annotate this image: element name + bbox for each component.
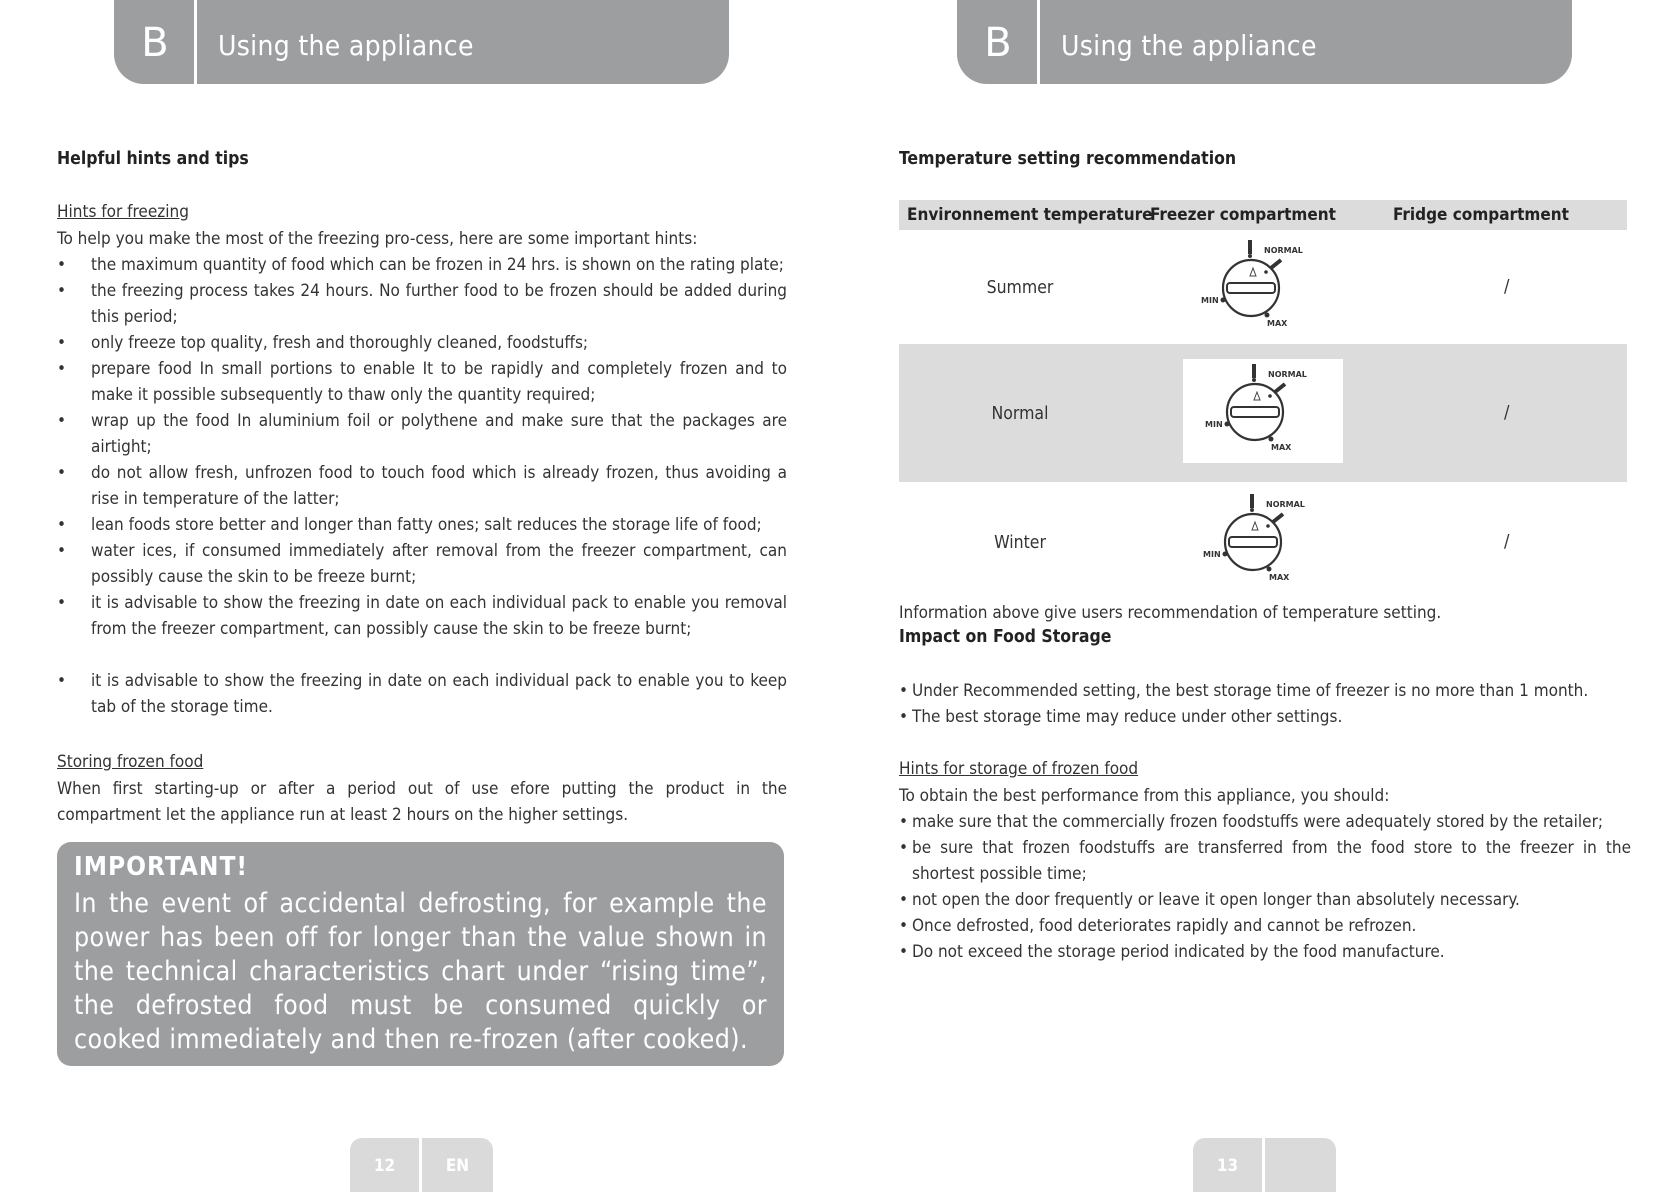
impact-list bbox=[899, 678, 1639, 730]
list-item: • wrap up the food In aluminium foil or polythene and make sure that the packages are airtight; bbox=[57, 411, 787, 457]
page-footer-right bbox=[1193, 1138, 1336, 1192]
list-item: • do not allow fresh, unfrozen food to touch food which is already frozen, thus avoiding a rise in temperature of the latter; bbox=[57, 463, 787, 509]
list-item: • be sure that frozen foodstuffs are transferred from the food store to the freezer in the shortest possible time; bbox=[899, 838, 1631, 884]
important-box bbox=[57, 842, 784, 1066]
fridge-setting: / bbox=[1504, 531, 1510, 552]
header-environment: Environnement temperature bbox=[907, 205, 1153, 225]
freezing-hints-title: Hints for freezing bbox=[57, 202, 189, 222]
table-header bbox=[899, 200, 1627, 230]
list-item: • water ices, if consumed immediately after removal from the freezer compartment, can possibly cause the skin to be freeze burnt; bbox=[57, 541, 787, 587]
list-item: • only freeze top quality, fresh and thoroughly cleaned, foodstuffs; bbox=[57, 333, 589, 353]
header-freezer: Freezer compartment bbox=[1150, 205, 1336, 225]
footer-blank-cell bbox=[1265, 1138, 1336, 1192]
section-title: Using the appliance bbox=[1061, 29, 1317, 62]
dial-label-max: MAX bbox=[1267, 319, 1288, 328]
environment-label: Summer bbox=[986, 278, 1054, 298]
list-item: • Once defrosted, food deteriorates rapidly and cannot be refrozen. bbox=[899, 916, 1417, 936]
important-title: IMPORTANT! bbox=[74, 852, 249, 882]
environment-label: Normal bbox=[991, 404, 1049, 424]
page-number: 13 bbox=[1193, 1138, 1262, 1192]
page-number: 12 bbox=[350, 1138, 419, 1192]
dial-label-normal: NORMAL bbox=[1266, 500, 1305, 509]
freezer-dial-icon bbox=[1203, 362, 1313, 460]
list-item: • the freezing process takes 24 hours. No further food to be frozen should be added during this period; bbox=[57, 281, 787, 327]
section-header-left bbox=[114, 0, 729, 84]
dial-frame bbox=[1183, 359, 1343, 463]
dial-label-normal: NORMAL bbox=[1268, 370, 1307, 379]
section-header-right bbox=[957, 0, 1572, 84]
storage-hints-list bbox=[899, 809, 1631, 965]
dial-label-max: MAX bbox=[1269, 573, 1290, 582]
list-item: • make sure that the commercially frozen foodstuffs were adequately stored by the retailer; bbox=[899, 812, 1604, 832]
dial-label-min: MIN bbox=[1201, 296, 1219, 305]
table-row bbox=[899, 230, 1627, 344]
page-footer-left bbox=[350, 1138, 493, 1192]
page-heading: Helpful hints and tips bbox=[57, 149, 249, 169]
section-letter: B bbox=[984, 20, 1012, 66]
list-item: • The best storage time may reduce under other settings. bbox=[899, 707, 1343, 727]
dial-label-max: MAX bbox=[1271, 443, 1292, 452]
storing-frozen-food-title: Storing frozen food bbox=[57, 752, 204, 772]
storing-frozen-food-text: When first starting-up or after a period out of use efore putting the product in the compartment let the appliance run at least 2 hours on the higher settings. bbox=[57, 779, 787, 825]
language-code: EN bbox=[422, 1138, 493, 1192]
impact-title: Impact on Food Storage bbox=[899, 627, 1112, 647]
recommendation-info: Information above give users recommendation of temperature setting. bbox=[899, 603, 1442, 623]
header-fridge: Fridge compartment bbox=[1393, 205, 1569, 225]
list-item: • lean foods store better and longer than fatty ones; salt reduces the storage life of food; bbox=[57, 515, 762, 535]
freezing-hints-list bbox=[57, 252, 787, 720]
list-item: • prepare food In small portions to enable It to be rapidly and completely frozen and to make it possible subsequently to thaw only the quantity required; bbox=[57, 359, 787, 405]
storage-hints-intro: To obtain the best performance from this appliance, you should: bbox=[899, 786, 1390, 806]
list-item: • the maximum quantity of food which can be frozen in 24 hrs. is shown on the rating plate; bbox=[57, 255, 784, 275]
environment-label: Winter bbox=[994, 533, 1046, 553]
dial-label-min: MIN bbox=[1203, 550, 1221, 559]
section-letter: B bbox=[141, 20, 169, 66]
list-item: • it is advisable to show the freezing in date on each individual pack to enable you to keep tab of the storage time. bbox=[57, 671, 787, 717]
fridge-setting: / bbox=[1504, 402, 1510, 423]
list-item: • not open the door frequently or leave it open longer than absolutely necessary. bbox=[899, 890, 1520, 910]
table-row bbox=[899, 482, 1627, 588]
section-title: Using the appliance bbox=[218, 29, 474, 62]
dial-label-normal: NORMAL bbox=[1264, 246, 1303, 255]
list-item: • Do not exceed the storage period indicated by the food manufacture. bbox=[899, 942, 1445, 962]
freezer-dial-icon bbox=[1199, 238, 1309, 336]
dial-label-min: MIN bbox=[1205, 420, 1223, 429]
list-item: • it is advisable to show the freezing in date on each individual pack to enable you removal from the freezer compartment, can possibly cause the skin to be freeze burnt; bbox=[57, 593, 787, 639]
header-divider bbox=[194, 0, 197, 84]
page-heading: Temperature setting recommendation bbox=[899, 149, 1237, 169]
storage-hints-title: Hints for storage of frozen food bbox=[899, 759, 1139, 779]
fridge-setting: / bbox=[1504, 276, 1510, 297]
table-row bbox=[899, 344, 1627, 482]
freezing-intro: To help you make the most of the freezing pro-cess, here are some important hints: bbox=[57, 229, 698, 249]
freezer-dial-icon bbox=[1201, 492, 1311, 590]
list-item: • Under Recommended setting, the best storage time of freezer is no more than 1 month. bbox=[899, 681, 1589, 701]
important-text: In the event of accidental defrosting, for example the power has been off for longer than the value shown in the technical characteristics chart under “rising time”, the defrosted food must be consumed quickly or cooked immediately and then re-frozen (after cooked). bbox=[74, 888, 767, 1055]
header-divider bbox=[1037, 0, 1040, 84]
